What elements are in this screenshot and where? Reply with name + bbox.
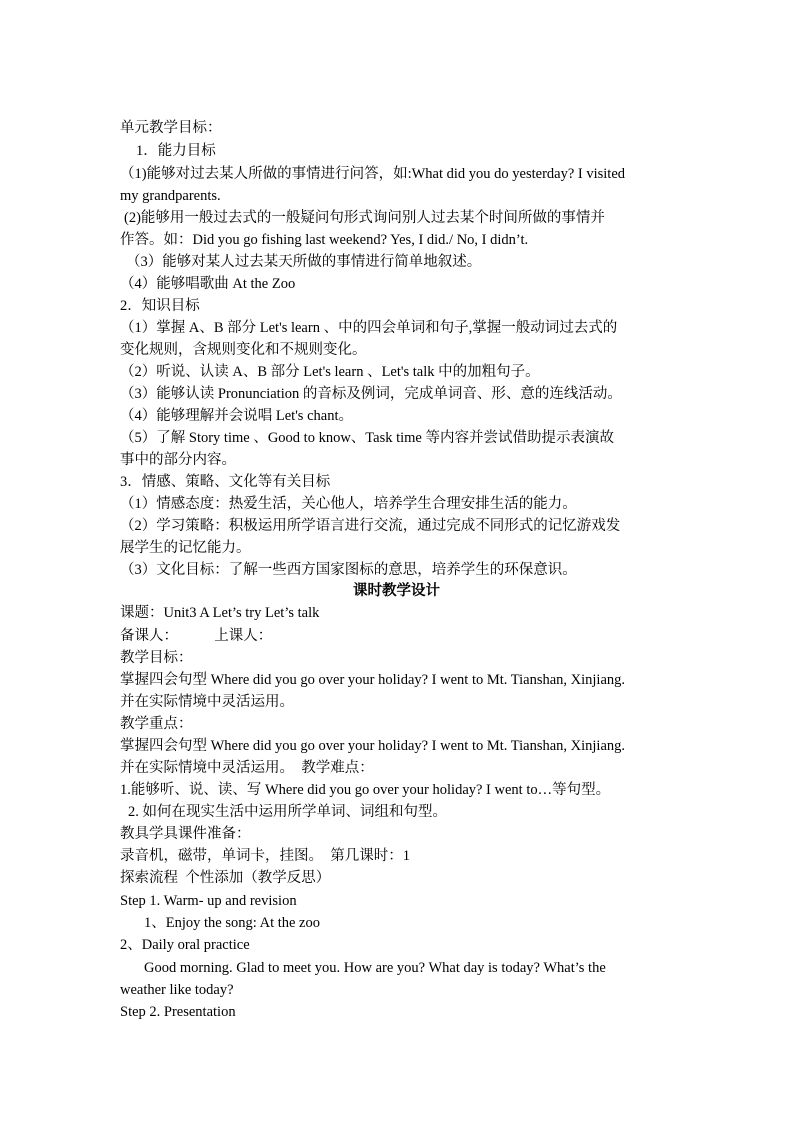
materials-list: 录音机，磁带，单词卡，挂图。 第几课时：1 (120, 848, 410, 864)
teaching-objective-cont: 并在实际情境中灵活运用。 (120, 694, 294, 710)
ability-goal-2: (2)能够用一般过去式的一般疑问句形式询问别人过去某个时间所做的事情并 (124, 210, 605, 226)
key-point-cont: 并在实际情境中灵活运用。 教学难点： (120, 760, 374, 776)
knowledge-goal-5: （5）了解 Story time 、Good to know、Task time 等内容并尝试借助提示表演故 (120, 430, 614, 446)
step-1-heading: Step 1. Warm- up and revision (120, 893, 297, 909)
step-2-heading: Step 2. Presentation (120, 1004, 236, 1020)
lesson-design-title: 课时教学设计 (353, 583, 440, 599)
knowledge-goal-1: （1）掌握 A、B 部分 Let's learn 、中的四会单词和句子,掌握一般动词过去式的 (120, 320, 618, 336)
knowledge-goals-heading: 2．知识目标 (120, 298, 200, 314)
ability-goals-heading: 1．能力目标 (136, 143, 216, 159)
affective-goal-3: （3）文化目标：了解一些西方国家图标的意思，培养学生的环保意识。 (120, 562, 577, 578)
unit-goals-heading: 单元教学目标： (120, 120, 222, 136)
key-point: 掌握四会句型 Where did you go over your holiday? I went to Mt. Tianshan, Xinjiang. (120, 738, 626, 754)
knowledge-goal-4: （4）能够理解并会说唱 Let's chant。 (120, 408, 353, 424)
process-heading: 探索流程 个性添加（教学反思） (120, 870, 331, 886)
difficulty-2: 2. 如何在现实生活中运用所学单词、词组和句型。 (128, 804, 447, 820)
knowledge-goal-5-cont: 事中的部分内容。 (120, 452, 236, 468)
key-points-heading: 教学重点： (120, 716, 193, 732)
ability-goal-4: （4）能够唱歌曲 At the Zoo (120, 276, 296, 292)
ability-goal-1: （1)能够对过去某人所做的事情进行问答，如:What did you do yesterday? I visited (120, 166, 626, 182)
teaching-objective: 掌握四会句型 Where did you go over your holiday? I went to Mt. Tianshan, Xinjiang. (120, 672, 626, 688)
teaching-objectives-heading: 教学目标： (120, 650, 193, 666)
oral-practice-text: Good morning. Glad to meet you. How are you? What day is today? What’s the (144, 960, 606, 976)
materials-heading: 教具学具课件准备： (120, 826, 251, 842)
ability-goal-2-cont: 作答。如：Did you go fishing last weekend? Yes, I did./ No, I didn’t. (120, 232, 529, 248)
preparer-line: 备课人： 上课人： (120, 628, 273, 644)
step-1-item-2: 2、Daily oral practice (120, 937, 250, 953)
ability-goal-3: （3）能够对某人过去某天所做的事情进行简单地叙述。 (126, 254, 482, 270)
difficulty-1: 1.能够听、说、读、写 Where did you go over your holiday? I went to…等句型。 (120, 782, 611, 798)
step-1-item-1: 1、Enjoy the song: At the zoo (144, 915, 320, 931)
lesson-topic: 课题：Unit3 A Let’s try Let’s talk (120, 605, 320, 621)
oral-practice-text-cont: weather like today? (120, 982, 234, 998)
ability-goal-1-cont: my grandparents. (120, 188, 221, 204)
affective-goal-2-cont: 展学生的记忆能力。 (120, 540, 251, 556)
affective-goal-2: （2）学习策略：积极运用所学语言进行交流，通过完成不同形式的记忆游戏发 (120, 518, 621, 534)
knowledge-goal-1-cont: 变化规则，含规则变化和不规则变化。 (120, 342, 367, 358)
affective-goals-heading: 3．情感、策略、文化等有关目标 (120, 474, 331, 490)
knowledge-goal-2: （2）听说、认读 A、B 部分 Let's learn 、Let's talk 中的加粗句子。 (120, 364, 540, 380)
affective-goal-1: （1）情感态度：热爱生活，关心他人，培养学生合理安排生活的能力。 (120, 496, 577, 512)
knowledge-goal-3: （3）能够认读 Pronunciation 的音标及例词，完成单词音、形、意的连线活动。 (120, 386, 622, 402)
